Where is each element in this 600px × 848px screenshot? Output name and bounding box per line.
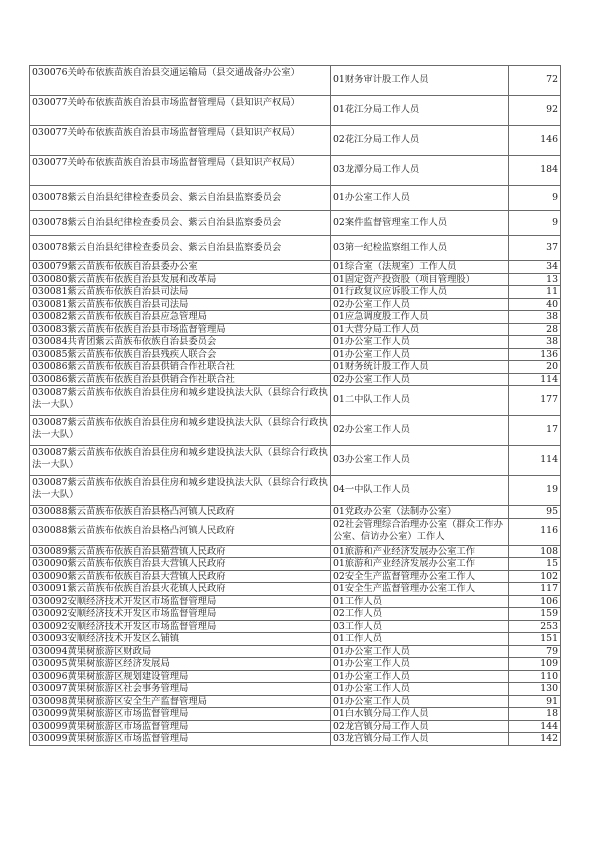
cell-position-name: 02办公室工作人员: [331, 298, 509, 311]
cell-unit-name: 030099黄果树旅游区市场监督管理局: [30, 720, 331, 733]
cell-unit-name: 030087紫云苗族布依族自治县住房和城乡建设执法大队（县综合行政执法一大队）: [30, 476, 331, 506]
table-row: [30, 476, 561, 506]
cell-count: 92: [509, 96, 561, 126]
table-row: [30, 66, 561, 96]
cell-unit-name: 030079紫云苗族布依族自治县委办公室: [30, 261, 331, 274]
table-row: [30, 416, 561, 446]
cell-unit-name: 030082紫云苗族布依族自治县应急管理局: [30, 311, 331, 324]
cell-position-name: 01白水镇分局工作人员: [331, 708, 509, 721]
table-body: [30, 66, 561, 746]
cell-position-name: 02工作人员: [331, 608, 509, 621]
cell-position-name: 01应急调度股工作人员: [331, 311, 509, 324]
table-row: [30, 311, 561, 324]
cell-count: 130: [509, 683, 561, 696]
cell-count: 18: [509, 708, 561, 721]
cell-position-name: 02案件监督管理室工作人员: [331, 211, 509, 236]
table-row: [30, 583, 561, 596]
cell-unit-name: 030086紫云苗族布依族自治县供销合作社联合社: [30, 361, 331, 374]
cell-unit-name: 030084共青团紫云苗族布依族自治县委员会: [30, 336, 331, 349]
table-row: [30, 633, 561, 646]
table-row: [30, 273, 561, 286]
cell-position-name: 01办公室工作人员: [331, 683, 509, 696]
cell-count: 13: [509, 273, 561, 286]
cell-position-name: 01工作人员: [331, 595, 509, 608]
cell-count: 79: [509, 645, 561, 658]
cell-unit-name: 030093安顺经济技术开发区么铺镇: [30, 633, 331, 646]
table-row: [30, 186, 561, 211]
cell-unit-name: 030099黄果树旅游区市场监督管理局: [30, 708, 331, 721]
table-row: [30, 683, 561, 696]
cell-count: 144: [509, 720, 561, 733]
table-row: [30, 545, 561, 558]
cell-position-name: 01行政复议应诉股工作人员: [331, 286, 509, 299]
cell-unit-name: 030078紫云自治县纪律检查委员会、紫云自治县监察委员会: [30, 186, 331, 211]
cell-count: 110: [509, 670, 561, 683]
cell-position-name: 01办公室工作人员: [331, 670, 509, 683]
cell-count: 19: [509, 476, 561, 506]
cell-count: 95: [509, 506, 561, 519]
cell-position-name: 02龙宫镇分局工作人员: [331, 720, 509, 733]
table-row: [30, 323, 561, 336]
table-row: [30, 620, 561, 633]
cell-unit-name: 030091紫云苗族布依族自治县火花镇人民政府: [30, 583, 331, 596]
table-row: [30, 608, 561, 621]
cell-unit-name: 030085紫云苗族布依族自治县残疾人联合会: [30, 348, 331, 361]
cell-unit-name: 030076关岭布依族苗族自治县交通运输局（县交通战备办公室）: [30, 66, 331, 96]
cell-position-name: 01办公室工作人员: [331, 658, 509, 671]
table-row: [30, 286, 561, 299]
cell-count: 9: [509, 186, 561, 211]
table-row: [30, 645, 561, 658]
table-row: [30, 261, 561, 274]
cell-unit-name: 030099黄果树旅游区市场监督管理局: [30, 733, 331, 746]
cell-position-name: 02社会管理综合治理办公室（群众工作办公室、信访办公室）工作人: [331, 518, 509, 545]
table-row: [30, 670, 561, 683]
cell-unit-name: 030083紫云苗族布依族自治县市场监督管理局: [30, 323, 331, 336]
table-row: [30, 96, 561, 126]
table-row: [30, 720, 561, 733]
cell-position-name: 02安全生产监督管理办公室工作人: [331, 570, 509, 583]
cell-count: 20: [509, 361, 561, 374]
cell-unit-name: 030094黄果树旅游区财政局: [30, 645, 331, 658]
table-row: [30, 708, 561, 721]
cell-count: 34: [509, 261, 561, 274]
cell-count: 15: [509, 558, 561, 571]
cell-unit-name: 030081紫云苗族布依族自治县司法局: [30, 298, 331, 311]
cell-count: 11: [509, 286, 561, 299]
cell-position-name: 03办公室工作人员: [331, 446, 509, 476]
cell-count: 116: [509, 518, 561, 545]
table-row: [30, 336, 561, 349]
cell-unit-name: 030077关岭布依族苗族自治县市场监督管理局（县知识产权局）: [30, 156, 331, 186]
cell-unit-name: 030096黄果树旅游区规划建设管理局: [30, 670, 331, 683]
table-row: [30, 236, 561, 261]
cell-position-name: 01旅游和产业经济发展办公室工作: [331, 545, 509, 558]
cell-count: 106: [509, 595, 561, 608]
cell-count: 114: [509, 446, 561, 476]
cell-count: 117: [509, 583, 561, 596]
cell-unit-name: 030086紫云苗族布依族自治县供销合作社联合社: [30, 373, 331, 386]
cell-position-name: 01财务统计股工作人员: [331, 361, 509, 374]
cell-unit-name: 030089紫云苗族布依族自治县猫营镇人民政府: [30, 545, 331, 558]
cell-unit-name: 030081紫云苗族布依族自治县司法局: [30, 286, 331, 299]
cell-unit-name: 030090紫云苗族布依族自治县大营镇人民政府: [30, 570, 331, 583]
cell-unit-name: 030088紫云苗族布依族自治县格凸河镇人民政府: [30, 506, 331, 519]
cell-position-name: 02花江分局工作人员: [331, 126, 509, 156]
cell-position-name: 01办公室工作人员: [331, 695, 509, 708]
cell-position-name: 01办公室工作人员: [331, 186, 509, 211]
cell-position-name: 02办公室工作人员: [331, 373, 509, 386]
cell-position-name: 03第一纪检监察组工作人员: [331, 236, 509, 261]
cell-position-name: 01党政办公室（法制办公室）: [331, 506, 509, 519]
recruitment-table: [29, 65, 561, 746]
table-row: [30, 658, 561, 671]
cell-unit-name: 030078紫云自治县纪律检查委员会、紫云自治县监察委员会: [30, 236, 331, 261]
cell-position-name: 01固定资产投资股（项目管理股）: [331, 273, 509, 286]
cell-count: 253: [509, 620, 561, 633]
table-row: [30, 733, 561, 746]
table-row: [30, 298, 561, 311]
cell-count: 142: [509, 733, 561, 746]
cell-position-name: 01财务审计股工作人员: [331, 66, 509, 96]
cell-count: 9: [509, 211, 561, 236]
cell-unit-name: 030077关岭布依族苗族自治县市场监督管理局（县知识产权局）: [30, 126, 331, 156]
cell-count: 159: [509, 608, 561, 621]
cell-position-name: 01大营分局工作人员: [331, 323, 509, 336]
cell-unit-name: 030078紫云自治县纪律检查委员会、紫云自治县监察委员会: [30, 211, 331, 236]
cell-count: 37: [509, 236, 561, 261]
table-row: [30, 506, 561, 519]
table-row: [30, 126, 561, 156]
cell-unit-name: 030092安顺经济技术开发区市场监督管理局: [30, 620, 331, 633]
cell-unit-name: 030087紫云苗族布依族自治县住房和城乡建设执法大队（县综合行政执法一大队）: [30, 386, 331, 416]
table-row: [30, 156, 561, 186]
cell-position-name: 01办公室工作人员: [331, 336, 509, 349]
cell-count: 151: [509, 633, 561, 646]
cell-count: 177: [509, 386, 561, 416]
cell-count: 146: [509, 126, 561, 156]
cell-unit-name: 030090紫云苗族布依族自治县大营镇人民政府: [30, 558, 331, 571]
cell-position-name: 03龙潭分局工作人员: [331, 156, 509, 186]
cell-unit-name: 030097黄果树旅游区社会事务管理局: [30, 683, 331, 696]
cell-count: 40: [509, 298, 561, 311]
cell-position-name: 01办公室工作人员: [331, 348, 509, 361]
cell-unit-name: 030092安顺经济技术开发区市场监督管理局: [30, 595, 331, 608]
table-container: [29, 65, 560, 746]
table-row: [30, 361, 561, 374]
cell-count: 38: [509, 311, 561, 324]
cell-position-name: 01旅游和产业经济发展办公室工作: [331, 558, 509, 571]
cell-count: 102: [509, 570, 561, 583]
cell-count: 108: [509, 545, 561, 558]
cell-position-name: 01办公室工作人员: [331, 645, 509, 658]
cell-count: 184: [509, 156, 561, 186]
cell-unit-name: 030088紫云苗族布依族自治县格凸河镇人民政府: [30, 518, 331, 545]
cell-unit-name: 030092安顺经济技术开发区市场监督管理局: [30, 608, 331, 621]
cell-count: 91: [509, 695, 561, 708]
cell-position-name: 01花江分局工作人员: [331, 96, 509, 126]
cell-position-name: 01安全生产监督管理办公室工作人: [331, 583, 509, 596]
table-row: [30, 595, 561, 608]
table-row: [30, 570, 561, 583]
cell-unit-name: 030087紫云苗族布依族自治县住房和城乡建设执法大队（县综合行政执法一大队）: [30, 416, 331, 446]
cell-position-name: 01二中队工作人员: [331, 386, 509, 416]
cell-count: 72: [509, 66, 561, 96]
cell-unit-name: 030087紫云苗族布依族自治县住房和城乡建设执法大队（县综合行政执法一大队）: [30, 446, 331, 476]
cell-position-name: 02办公室工作人员: [331, 416, 509, 446]
cell-position-name: 04一中队工作人员: [331, 476, 509, 506]
cell-count: 28: [509, 323, 561, 336]
table-row: [30, 373, 561, 386]
table-row: [30, 695, 561, 708]
cell-position-name: 01综合室（法规室）工作人员: [331, 261, 509, 274]
table-row: [30, 446, 561, 476]
table-row: [30, 211, 561, 236]
cell-unit-name: 030098黄果树旅游区安全生产监督管理局: [30, 695, 331, 708]
cell-count: 109: [509, 658, 561, 671]
cell-position-name: 03工作人员: [331, 620, 509, 633]
table-row: [30, 386, 561, 416]
table-row: [30, 518, 561, 545]
cell-position-name: 01工作人员: [331, 633, 509, 646]
cell-unit-name: 030080紫云苗族布依族自治县发展和改革局: [30, 273, 331, 286]
cell-count: 114: [509, 373, 561, 386]
table-row: [30, 348, 561, 361]
cell-position-name: 03龙宫镇分局工作人员: [331, 733, 509, 746]
cell-unit-name: 030077关岭布依族苗族自治县市场监督管理局（县知识产权局）: [30, 96, 331, 126]
cell-count: 38: [509, 336, 561, 349]
cell-unit-name: 030095黄果树旅游区经济发展局: [30, 658, 331, 671]
cell-count: 17: [509, 416, 561, 446]
cell-count: 136: [509, 348, 561, 361]
table-row: [30, 558, 561, 571]
